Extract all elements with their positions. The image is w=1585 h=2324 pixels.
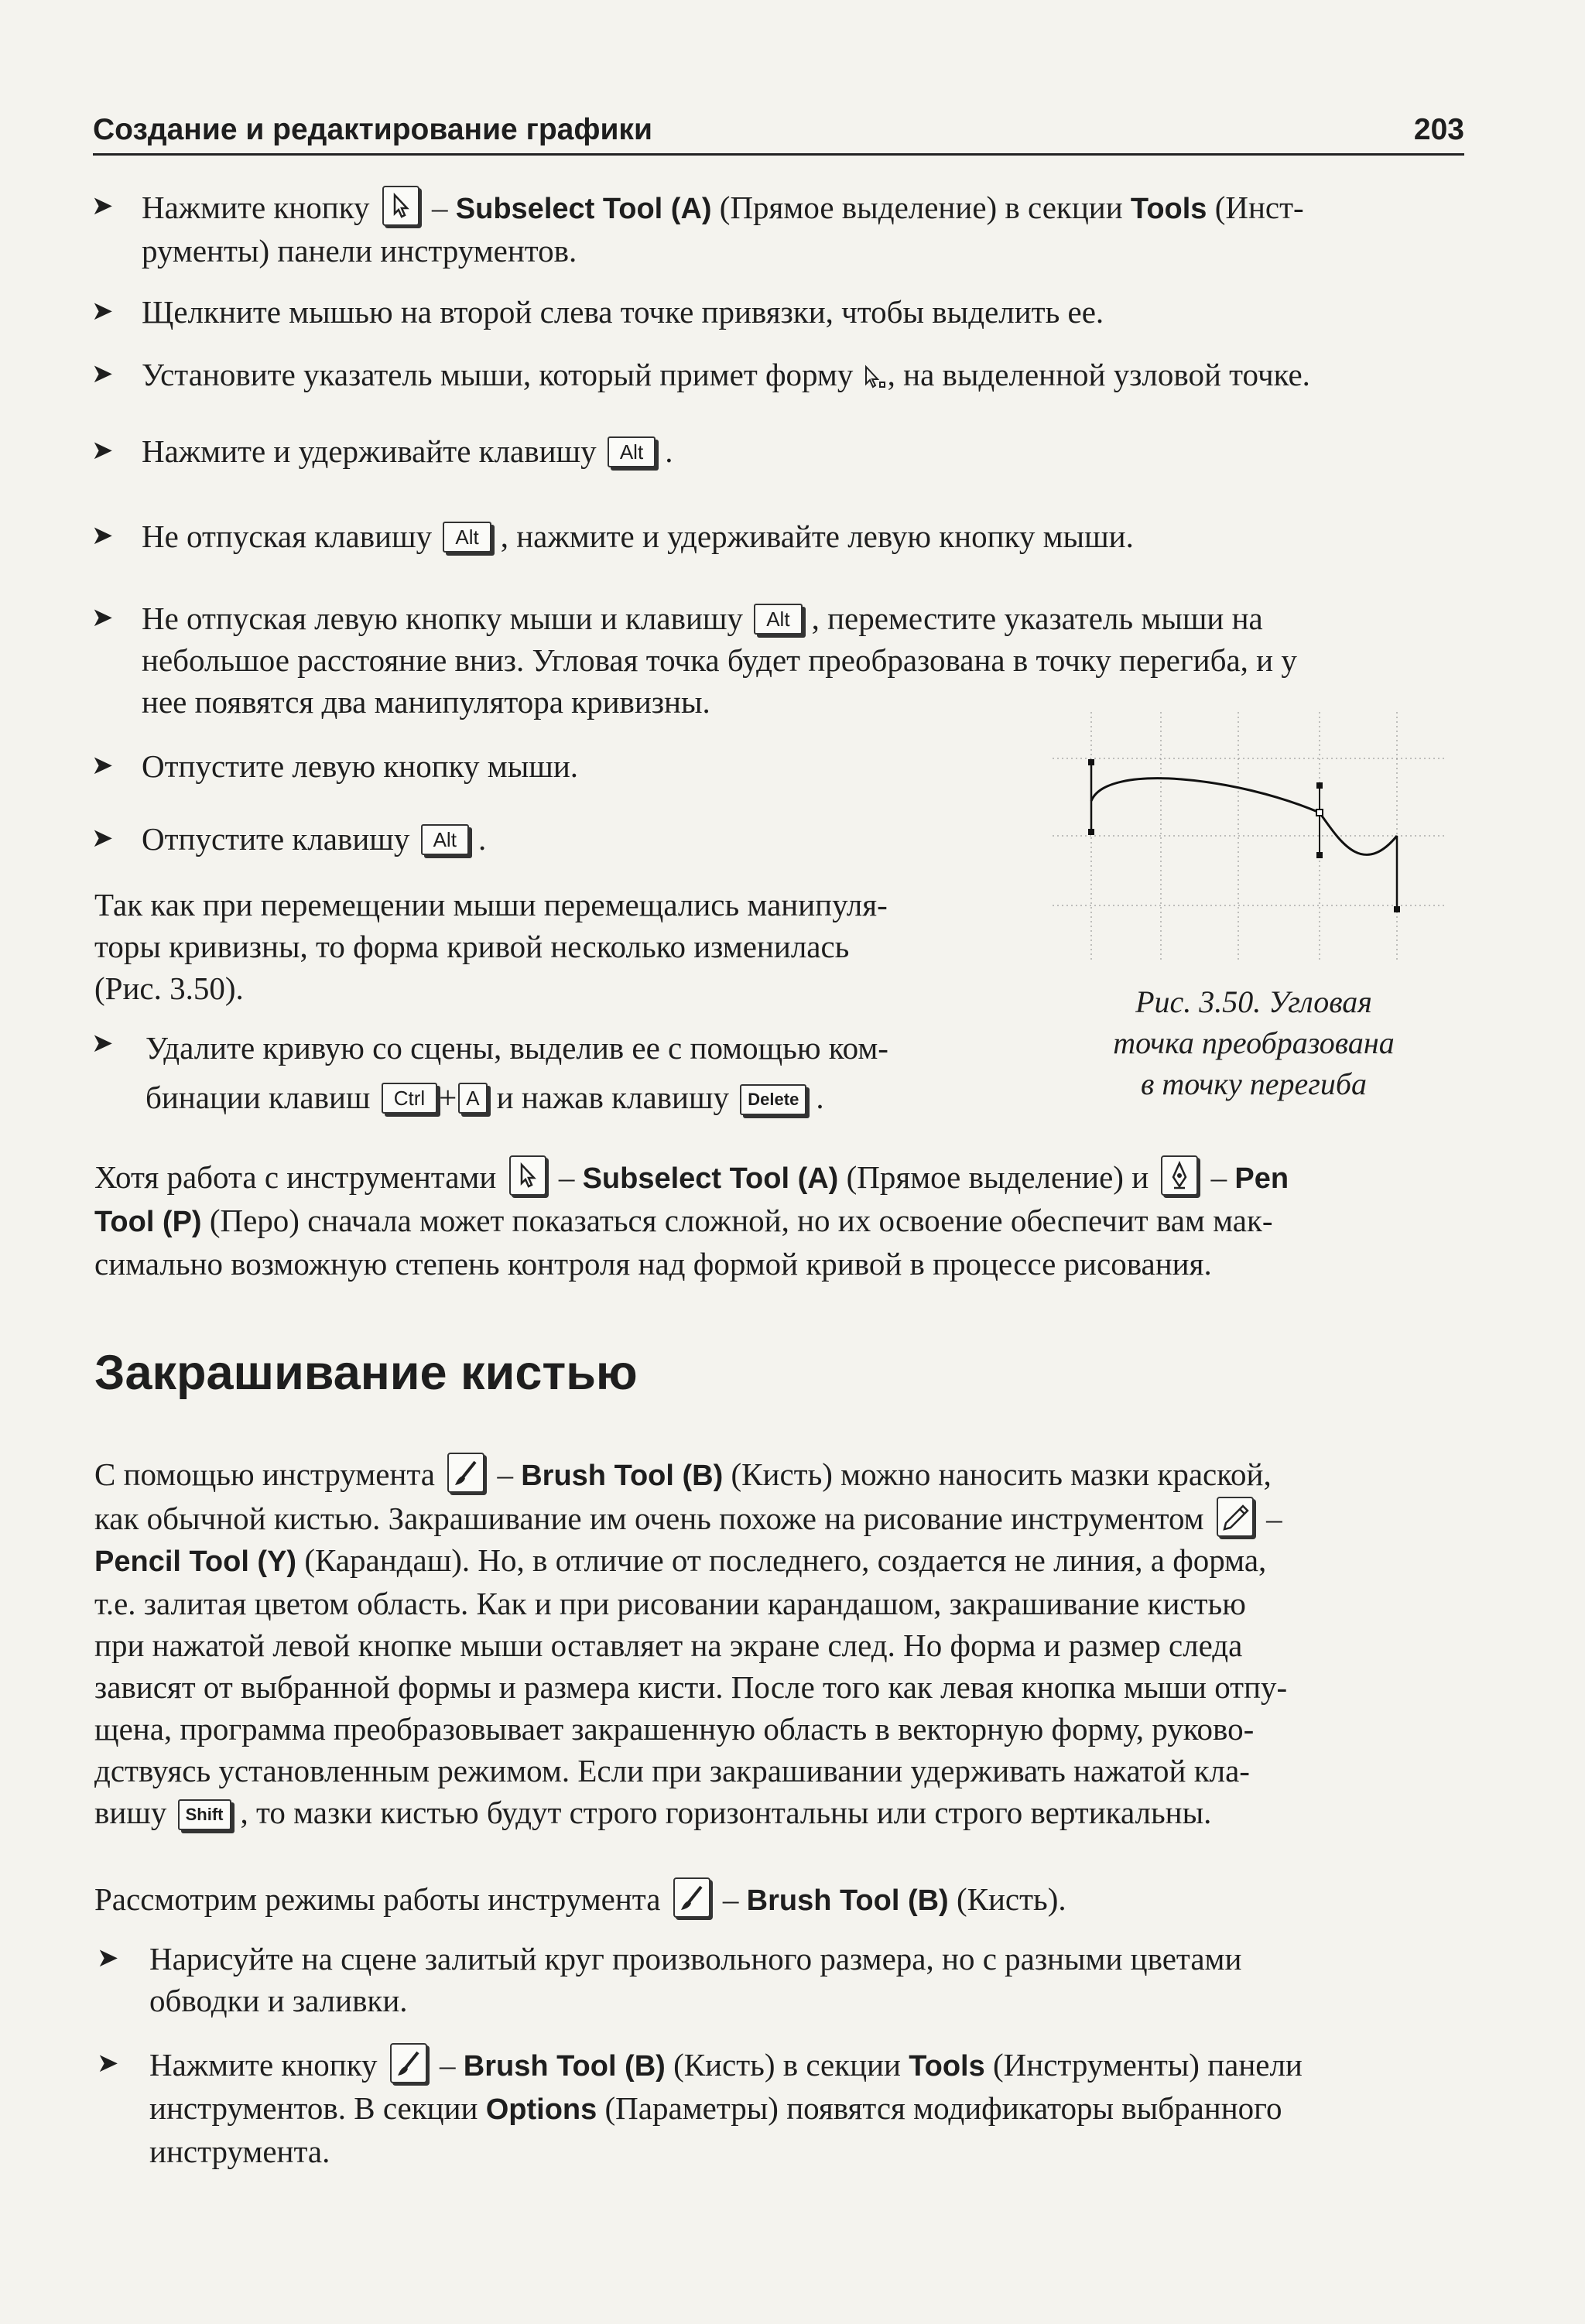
step-draw-circle [149,1938,1465,2021]
para-text: Рассмотрим режимы работы инструмента [94,1881,661,1917]
step-move-pointer [142,597,1465,723]
paragraph-curve-changed [94,884,1008,1009]
step-text: Установите указатель мыши, который примет форму [142,357,854,392]
step-select-brush [149,2043,1465,2172]
caption-line: в точку перегиба [1141,1066,1367,1101]
a-key-icon: A [458,1083,487,1114]
step-release-alt [142,818,993,860]
chapter-title: Создание и редактирование графики [93,113,652,146]
bullet-arrow: ➤ [91,360,114,388]
period: . [816,1080,824,1115]
step-text: Отпустите левую кнопку мыши. [142,748,579,784]
para-text: как обычной кистью. Закрашивание им очень похоже на рисование инструментом [94,1501,1204,1536]
tool-name: Tool (P) [94,1206,202,1238]
section-name: Tools [1130,193,1207,225]
bullet-arrow: ➤ [91,604,114,632]
para-line: (Рис. 3.50). [94,970,244,1006]
tool-name: Brush Tool (B) [521,1460,724,1492]
step-subselect [142,186,1465,272]
step-text: (Параметры) появятся модификаторы выбранного [597,2090,1282,2126]
step-text: небольшое расстояние вниз. Угловая точка будет преобразована в точку перегиба, и у [142,642,1297,678]
step-text: рументы) панели инструментов. [142,233,577,269]
para-line: торы кривизны, то форма кривой несколько изменилась [94,929,850,964]
step-release-mouse [142,745,993,787]
anchor-point [1088,759,1094,765]
page-number: 203 [1413,113,1464,146]
section-name: Options [485,2093,597,2126]
pen-tool-icon [1161,1155,1198,1196]
alt-key-icon: Alt [754,604,802,635]
caption-line: точка преобразована [1113,1025,1395,1060]
step-text: бинации клавиш [145,1080,371,1115]
curve-path [1091,779,1397,855]
step-text: обводки и заливки. [149,1983,408,2018]
paragraph-brush-tool [94,1453,1466,1833]
tool-name: Subselect Tool (A) [582,1162,839,1195]
para-text: (Кисть). [948,1881,1066,1917]
bullet-arrow: ➤ [97,2049,119,2078]
para-text: С помощью инструмента [94,1456,435,1492]
paragraph-tools-control [94,1155,1466,1285]
selected-anchor-point [1316,809,1323,816]
brush-tool-icon [390,2043,427,2083]
dash: – [1258,1501,1282,1536]
para-line: т.е. залитая цветом область. Как и при рисовании карандашом, закрашивание кистью [94,1586,1246,1621]
step-text: (Инструменты) панели [984,2047,1303,2083]
caption-line: Рис. 3.50. Угловая [1135,984,1372,1019]
pointer-cursor-icon [861,364,888,390]
figure-grid [1053,712,1447,960]
tool-name: Brush Tool (B) [746,1884,949,1917]
step-text: Щелкните мышью на второй слева точке привязки, чтобы выделить ее. [142,294,1104,330]
step-hold-alt [142,430,1465,472]
para-line: дствуясь установленным режимом. Если при закрашивании удерживать нажатой кла- [94,1753,1250,1788]
tool-name: Brush Tool (B) [463,2050,666,2083]
tool-name: Pen [1234,1162,1289,1195]
step-text: Не отпуская клавишу [142,519,433,554]
dash: – [423,190,456,225]
step-text: нее появятся два манипулятора кривизны. [142,684,710,720]
step-click-point [142,291,1465,333]
alt-key-icon: Alt [443,522,491,553]
anchor-point [1394,906,1400,912]
shift-key-icon: Shift [178,1799,231,1830]
pencil-tool-icon [1217,1497,1254,1537]
bullet-arrow: ➤ [91,1029,114,1058]
para-text: симально возможную степень контроля над формой кривой в процессе рисования. [94,1246,1212,1282]
ctrl-key-icon: Ctrl [382,1083,437,1114]
para-text: (Перо) сначала может показаться сложной, но их освоение обеспечит вам мак- [201,1203,1273,1238]
step-text: (Прямое выделение) в секции [711,190,1131,225]
step-text: инструмента. [149,2134,330,2169]
paragraph-brush-modes [94,1877,1466,1922]
step-text: , переместите указатель мыши на [811,601,1263,636]
figure-caption [1060,981,1447,1104]
bullet-arrow: ➤ [91,297,114,326]
brush-tool-icon [447,1453,484,1493]
period: . [665,433,673,469]
para-text: вишу [94,1795,167,1830]
bullet-arrow: ➤ [97,1944,119,1973]
running-header [93,110,1464,156]
step-text: , на выделенной узловой точке. [887,357,1310,392]
step-text: Нажмите и удерживайте клавишу [142,433,597,469]
step-text: Отпустите клавишу [142,821,410,857]
step-text: Не отпуская левую кнопку мыши и клавишу [142,601,743,636]
brush-tool-icon [673,1877,710,1918]
dash: – [714,1881,747,1917]
step-text: , нажмите и удерживайте левую кнопку мыши. [500,519,1134,554]
section-name: Tools [909,2050,985,2083]
step-delete-curve [145,1023,1012,1122]
para-line: зависят от выбранной формы и размера кисти. После того как левая кнопка мыши отпу- [94,1669,1288,1705]
dash: – [431,2047,464,2083]
bullet-arrow: ➤ [91,824,114,853]
alt-key-icon: Alt [608,436,656,467]
anchor-point [1316,782,1323,789]
step-text: Нажмите кнопку [149,2047,378,2083]
para-text: (Кисть) можно наносить мазки краской, [723,1456,1272,1492]
anchor-point [1088,829,1094,835]
para-text: Хотя работа с инструментами [94,1159,497,1195]
step-hold-mouse [142,515,1465,557]
step-text: Нажмите кнопку [142,190,370,225]
section-heading: Закрашивание кистью [94,1346,638,1400]
period: . [478,821,487,857]
tool-name: Subselect Tool (A) [455,193,712,225]
step-text: (Инст- [1207,190,1304,225]
bullet-arrow: ➤ [91,522,114,550]
bullet-arrow: ➤ [91,751,114,780]
step-set-pointer [142,354,1465,395]
dash: – [1203,1159,1235,1195]
step-text: Нарисуйте на сцене залитый круг произвольного размера, но с разными цветами [149,1941,1242,1977]
subselect-tool-icon [509,1155,546,1196]
para-text: (Карандаш). Но, в отличие от последнего, создается не линия, а форма, [296,1542,1267,1578]
step-text: (Кисть) в секции [665,2047,909,2083]
dash: – [550,1159,583,1195]
anchor-point [1316,852,1323,858]
para-text: , то мазки кистью будут строго горизонтальны или строго вертикальны. [240,1795,1212,1830]
subselect-tool-icon [382,186,419,226]
tool-name: Pencil Tool (Y) [94,1545,297,1578]
bullet-arrow: ➤ [91,192,114,221]
plus: + [439,1080,457,1115]
para-text: (Прямое выделение) и [838,1159,1149,1195]
step-text: Удалите кривую со сцены, выделив ее с помощью ком- [145,1030,888,1066]
para-line: щена, программа преобразовывает закрашенную область в векторную форму, руково- [94,1711,1255,1747]
step-text: и нажав клавишу [496,1080,730,1115]
para-line: Так как при перемещении мыши перемещались манипуля- [94,887,888,922]
delete-key-icon: Delete [740,1084,806,1115]
bullet-arrow: ➤ [91,436,114,465]
dash: – [489,1456,522,1492]
alt-key-icon: Alt [421,824,469,855]
step-text: инструментов. В секции [149,2090,486,2126]
para-line: при нажатой левой кнопке мыши оставляет на экране след. Но форма и размер следа [94,1627,1243,1663]
figure-curve-diagram [1045,708,1447,971]
